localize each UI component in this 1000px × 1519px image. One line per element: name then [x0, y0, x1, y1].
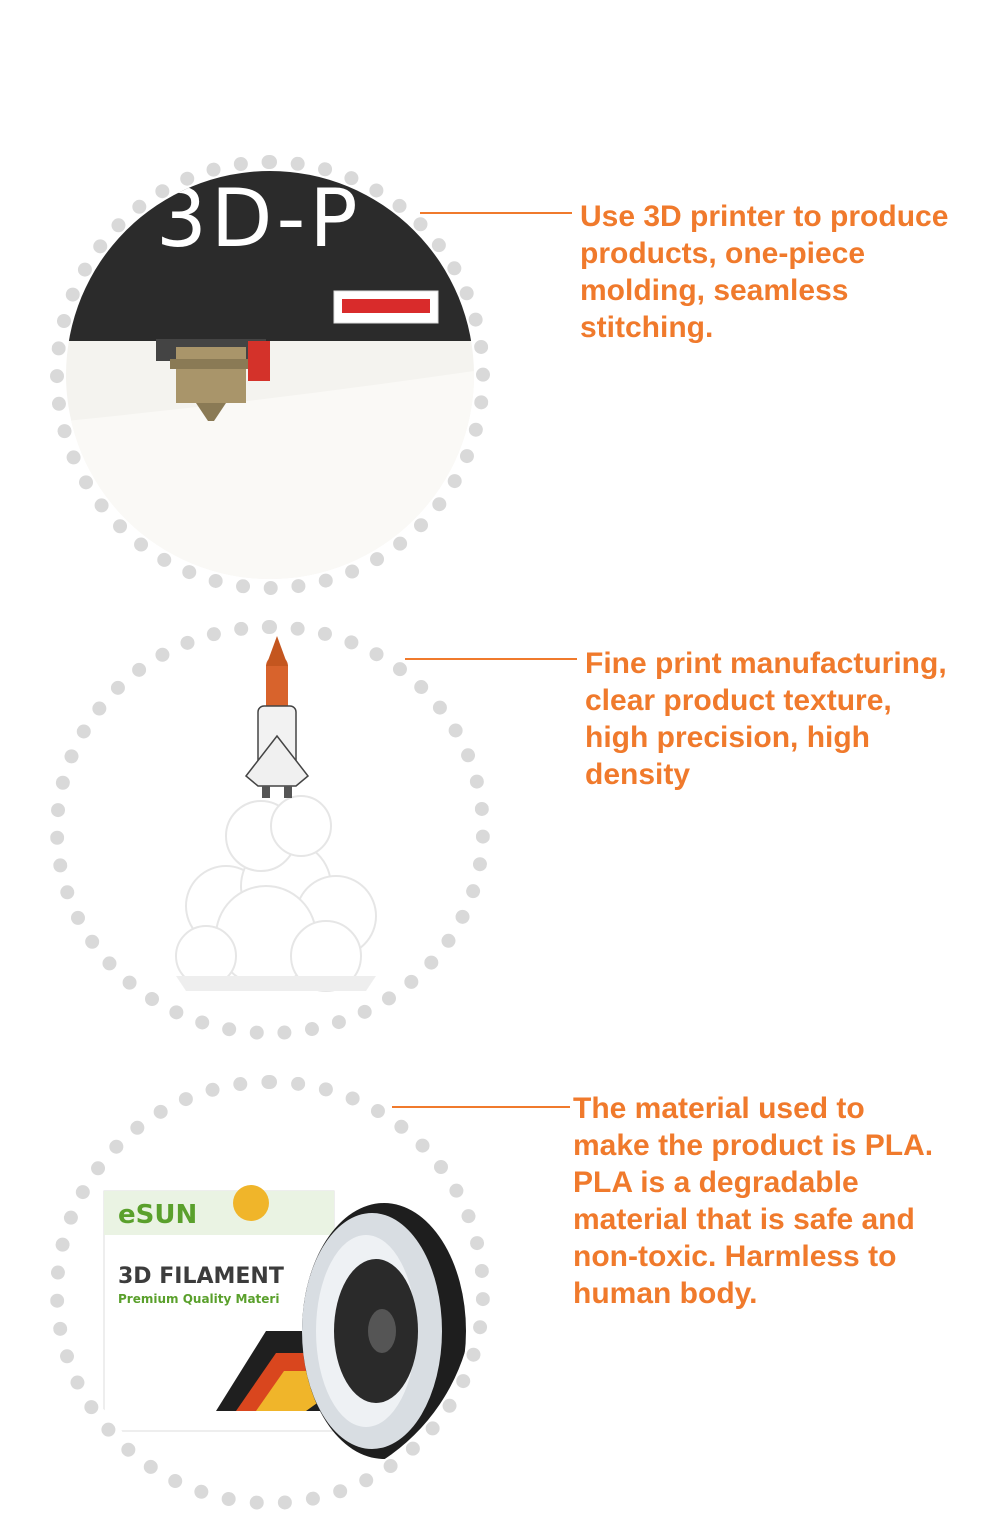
caption-line: non-toxic. Harmless to: [573, 1240, 897, 1273]
callout-line: [392, 1106, 570, 1108]
feature-3d-printing: [0, 0, 1000, 600]
esun-logo: eSUN: [118, 1200, 198, 1230]
caption-line: material that is safe and: [573, 1203, 915, 1236]
caption-line: density: [585, 758, 691, 791]
box-subtitle: Premium Quality Materi: [118, 1292, 280, 1306]
box-title: 3D FILAMENT: [118, 1264, 284, 1289]
feature-caption: [573, 1090, 933, 1312]
caption-line: products, one-piece: [580, 237, 866, 270]
filament-image: [66, 1091, 474, 1494]
feature-caption: [585, 645, 947, 793]
caption-line: Fine print manufacturing,: [585, 647, 947, 680]
shuttle-image: [66, 636, 474, 1024]
callout-line: [405, 658, 577, 660]
caption-line: make the product is PLA.: [573, 1129, 934, 1162]
caption-line: PLA is a degradable: [573, 1166, 859, 1199]
printer-nozzle-illustration: [66, 171, 474, 579]
feature-caption: [580, 198, 948, 346]
filament-spool-illustration: [66, 1091, 474, 1494]
caption-line: Use 3D printer to produce: [580, 200, 949, 233]
callout-line: [420, 212, 572, 214]
caption-line: molding, seamless: [580, 274, 849, 307]
space-shuttle-illustration: [66, 636, 474, 1024]
feature-print-quality: [0, 600, 1000, 1070]
feature-pla-material: [0, 1070, 1000, 1519]
caption-line: stitching.: [580, 311, 714, 344]
printer-lettering: 3D-P: [156, 172, 362, 265]
caption-line: high precision, high: [585, 721, 870, 754]
caption-line: clear product texture,: [585, 684, 892, 717]
caption-line: human body.: [573, 1277, 758, 1310]
caption-line: The material used to: [573, 1092, 865, 1125]
printer-image: [66, 171, 474, 579]
